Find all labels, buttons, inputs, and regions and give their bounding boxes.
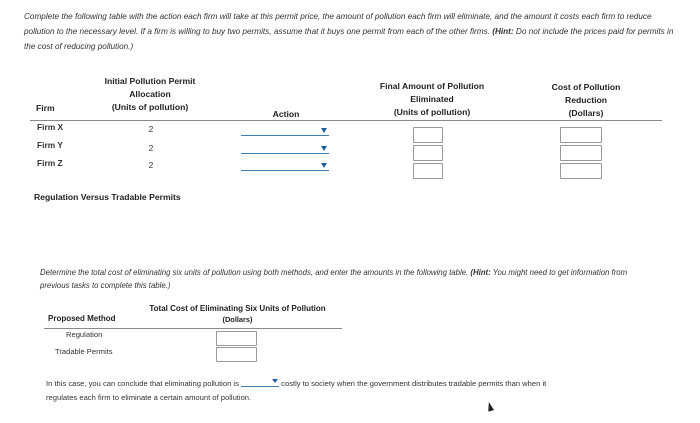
header-firm: Firm bbox=[36, 103, 55, 113]
total-cost-input-regulation[interactable] bbox=[216, 331, 257, 346]
allocation-firm-y: 2 bbox=[148, 143, 154, 153]
row-label-firm-z: Firm Z bbox=[37, 158, 63, 168]
header-cost bbox=[538, 81, 634, 120]
cost-input-firm-z[interactable] bbox=[560, 163, 602, 179]
header-initial-line1: Initial Pollution Permit bbox=[104, 76, 196, 86]
pollution-eliminated-input-firm-x[interactable] bbox=[413, 127, 443, 143]
header-cost-line1: Cost of Pollution bbox=[551, 82, 621, 92]
header-initial-allocation bbox=[80, 75, 220, 114]
conclusion bbox=[46, 377, 666, 405]
chevron-down-icon bbox=[321, 128, 327, 133]
section-title: Regulation Versus Tradable Permits bbox=[34, 192, 181, 202]
row-label-tradable-permits: Tradable Permits bbox=[55, 347, 113, 356]
row-label-firm-x: Firm X bbox=[37, 122, 64, 132]
section2-instructions bbox=[40, 266, 640, 292]
instructions-text: Complete the following table with the action each firm will take at this permit price, the amount of pollution each firm will eliminate, and the amount it costs each firm to reduce pollution to the necessary level. If a firm is willing to buy two permits, assume that it buys one permit from each of the other firms. bbox=[24, 12, 652, 36]
action-dropdown-firm-x[interactable] bbox=[241, 125, 329, 136]
cost-input-firm-x[interactable] bbox=[560, 127, 602, 143]
conclusion-dropdown[interactable] bbox=[241, 377, 279, 387]
instructions-hint-text: Do not include the prices paid for permits in the cost of reducing pollution.) bbox=[24, 27, 674, 51]
conclusion-after: costly to society when the government distributes tradable permits than when it bbox=[281, 379, 547, 388]
row-label-firm-y: Firm Y bbox=[37, 140, 63, 150]
instructions-hint-label: (Hint: bbox=[492, 27, 514, 36]
row-label-regulation: Regulation bbox=[66, 330, 103, 339]
total-cost-input-tradable-permits[interactable] bbox=[216, 347, 257, 362]
header-final-amount bbox=[362, 80, 502, 119]
pollution-eliminated-input-firm-z[interactable] bbox=[413, 163, 443, 179]
instructions bbox=[24, 9, 674, 54]
conclusion-line2: regulates each firm to eliminate a certain amount of pollution. bbox=[46, 393, 252, 402]
section2-hint-text: You might need to get information from previous tasks to complete this table.) bbox=[40, 268, 628, 290]
header-action: Action bbox=[272, 109, 300, 119]
table2-cost-header-line2: (Dollars) bbox=[222, 315, 253, 324]
table2-cost-header-line1: Total Cost of Eliminating Six Units of Pollution bbox=[149, 304, 326, 313]
header-final-line3: (Units of pollution) bbox=[393, 107, 471, 117]
table2-method-header: Proposed Method bbox=[48, 314, 116, 323]
allocation-firm-x: 2 bbox=[148, 124, 154, 134]
header-final-line2: Eliminated bbox=[410, 94, 454, 104]
chevron-down-icon bbox=[321, 146, 327, 151]
chevron-down-icon bbox=[321, 163, 327, 168]
section2-hint-label: (Hint: bbox=[470, 268, 491, 277]
action-dropdown-firm-y[interactable] bbox=[241, 143, 329, 154]
header-cost-line2: Reduction bbox=[564, 95, 607, 105]
pollution-eliminated-input-firm-y[interactable] bbox=[413, 145, 443, 161]
conclusion-before: In this case, you can conclude that eliminating pollution is bbox=[46, 379, 239, 388]
table2-header-divider bbox=[44, 328, 342, 329]
action-dropdown-firm-z[interactable] bbox=[241, 160, 329, 171]
header-initial-line3: (Units of pollution) bbox=[111, 102, 189, 112]
section2-text: Determine the total cost of eliminating six units of pollution using both methods, and enter the amounts in the following table. bbox=[40, 268, 469, 277]
header-final-line1: Final Amount of Pollution bbox=[379, 81, 485, 91]
header-initial-line2: Allocation bbox=[129, 89, 171, 99]
chevron-down-icon bbox=[272, 379, 278, 383]
header-cost-line3: (Dollars) bbox=[568, 108, 604, 118]
cost-input-firm-y[interactable] bbox=[560, 145, 602, 161]
table2-cost-header bbox=[125, 303, 350, 325]
allocation-firm-z: 2 bbox=[148, 160, 154, 170]
table1-header-divider bbox=[30, 120, 662, 121]
